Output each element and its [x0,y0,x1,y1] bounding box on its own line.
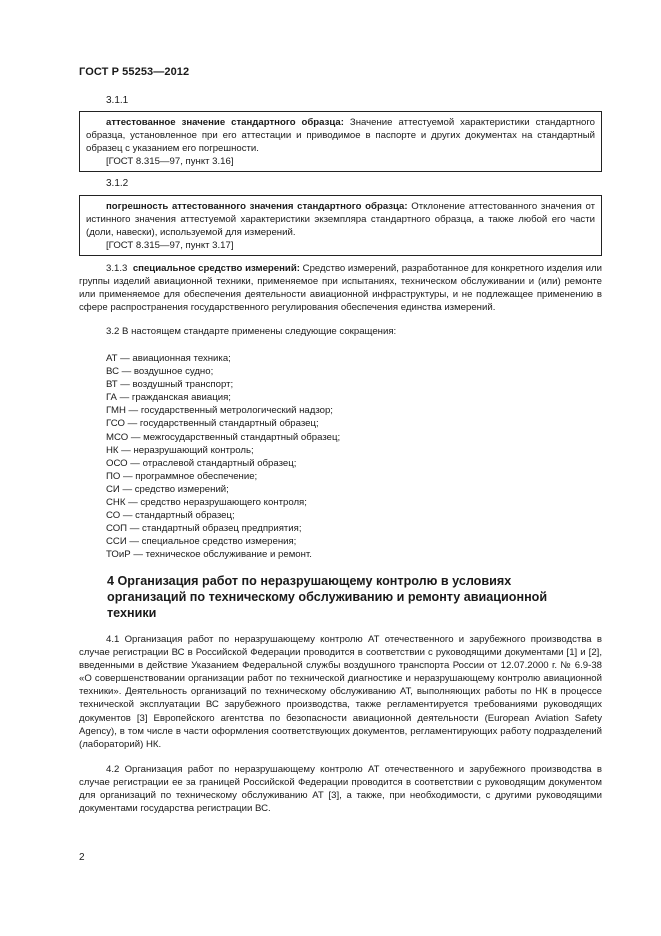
paragraph-4-1 [79,633,602,751]
term-title: погрешность аттестованного значения стандартного образца: [106,201,408,212]
list-item: ТОиР — техническое обслуживание и ремонт. [106,549,312,561]
clause-3-1-3 [79,262,602,314]
term-title: аттестованное значение стандартного образца: [106,117,344,128]
abbreviations-list [106,352,340,562]
page-number: 2 [79,852,85,863]
list-item: ГСО — государственный стандартный образец; [106,418,319,430]
list-item: ГА — гражданская авиация; [106,392,231,404]
term-reference: [ГОСТ 8.315—97, пункт 3.17] [106,240,234,251]
list-item: НК — неразрушающий контроль; [106,444,254,456]
term-reference: [ГОСТ 8.315—97, пункт 3.16] [106,156,234,167]
paragraph-4-2 [79,763,602,815]
term-box-3-1-1 [79,111,602,172]
paragraph-text: 4.1 Организация работ по неразрушающему контролю АТ отечественного и зарубежного производства в случае регистрации ВС в Российской Федерации проводится в соответствии с руководящими документами [1] и [2], введенными в действие Указанием Федеральной службы воздушного транспорта России от 12.07.2000 г. № 6.9-38 «О совершенствовании организации работ по технической диагностике и неразрушающему контролю авиационной техники». Деятельность организаций по техническому обслуживанию АТ, выполняющих работы по НК в процессе технической эксплуатации ВС зарубежного производства, также регламентируется требованиями руководящих документов [3] Европейского агентства по безопасности авиационной деятельности (European Aviation Safety Agency), в том числе в части оформления соответствующих документов, регламентирующих работу подразделений (лабораторий) НК. [79,634,602,750]
document-header: ГОСТ Р 55253—2012 [79,66,190,78]
section-4-title: 4 Организация работ по неразрушающему контролю в условиях организаций по техническому обслуживанию и ремонту авиационной техники [107,574,548,620]
list-item: СНК — средство неразрушающего контроля; [106,497,307,509]
paragraph-text: 4.2 Организация работ по неразрушающему контролю АТ отечественного и зарубежного производства в случае регистрации ее за границей Российской Федерации проводится в соответствии с руководящим документом для организаций по техническому обслуживанию АТ [3], а также, при необходимости, с другими руководящими документами государства регистрации ВС. [79,764,602,815]
clause-number-3-1-2: 3.1.2 [106,178,129,189]
clause-number-3-1-1: 3.1.1 [106,95,129,106]
clause-number: 3.1.3 [106,263,128,274]
list-item: ПО — программное обеспечение; [106,470,258,482]
abbreviations-intro: 3.2 В настоящем стандарте применены следующие сокращения: [106,326,397,337]
term-definition: Отклонение аттестованного значения от истинного значения аттестуемой характеристики экземпляра стандартного образца, а также любой его части (доли, навески), используемой для измерений. [86,201,595,238]
list-item: СО — стандартный образец; [106,510,235,522]
clause-3-2-intro [79,325,602,338]
list-item: ВТ — воздушный транспорт; [106,379,234,391]
list-item: АТ — авиационная техника; [106,353,231,364]
list-item: ССИ — специальное средство измерения; [106,536,297,548]
term-definition: Значение аттестуемой характеристики стандартного образца, установленное при его аттестации и приводимое в паспорте и других документах на стандартный образец с указанием его погрешности. [86,117,595,154]
list-item: ГМН — государственный метрологический надзор; [106,405,333,417]
list-item: СИ — средство измерений; [106,483,229,495]
term-definition: Средство измерений, разработанное для конкретного изделия или группы изделий авиационной техники, применяемое при испытаниях, техническом обслуживании и (или) ремонте или применяемое для обеспечения деятельности авиационной инфраструктуры, и не подлежащее применению в сфере распространения государственного регулирования обеспечения единства измерений. [79,263,602,314]
term-box-3-1-2 [79,195,602,256]
list-item: МСО — межгосударственный стандартный образец; [106,431,341,443]
term-title: специальное средство измерений: [132,263,300,274]
list-item: СОП — стандартный образец предприятия; [106,523,302,535]
list-item: ВС — воздушное судно; [106,366,214,378]
list-item: ОСО — отраслевой стандартный образец; [106,457,297,469]
